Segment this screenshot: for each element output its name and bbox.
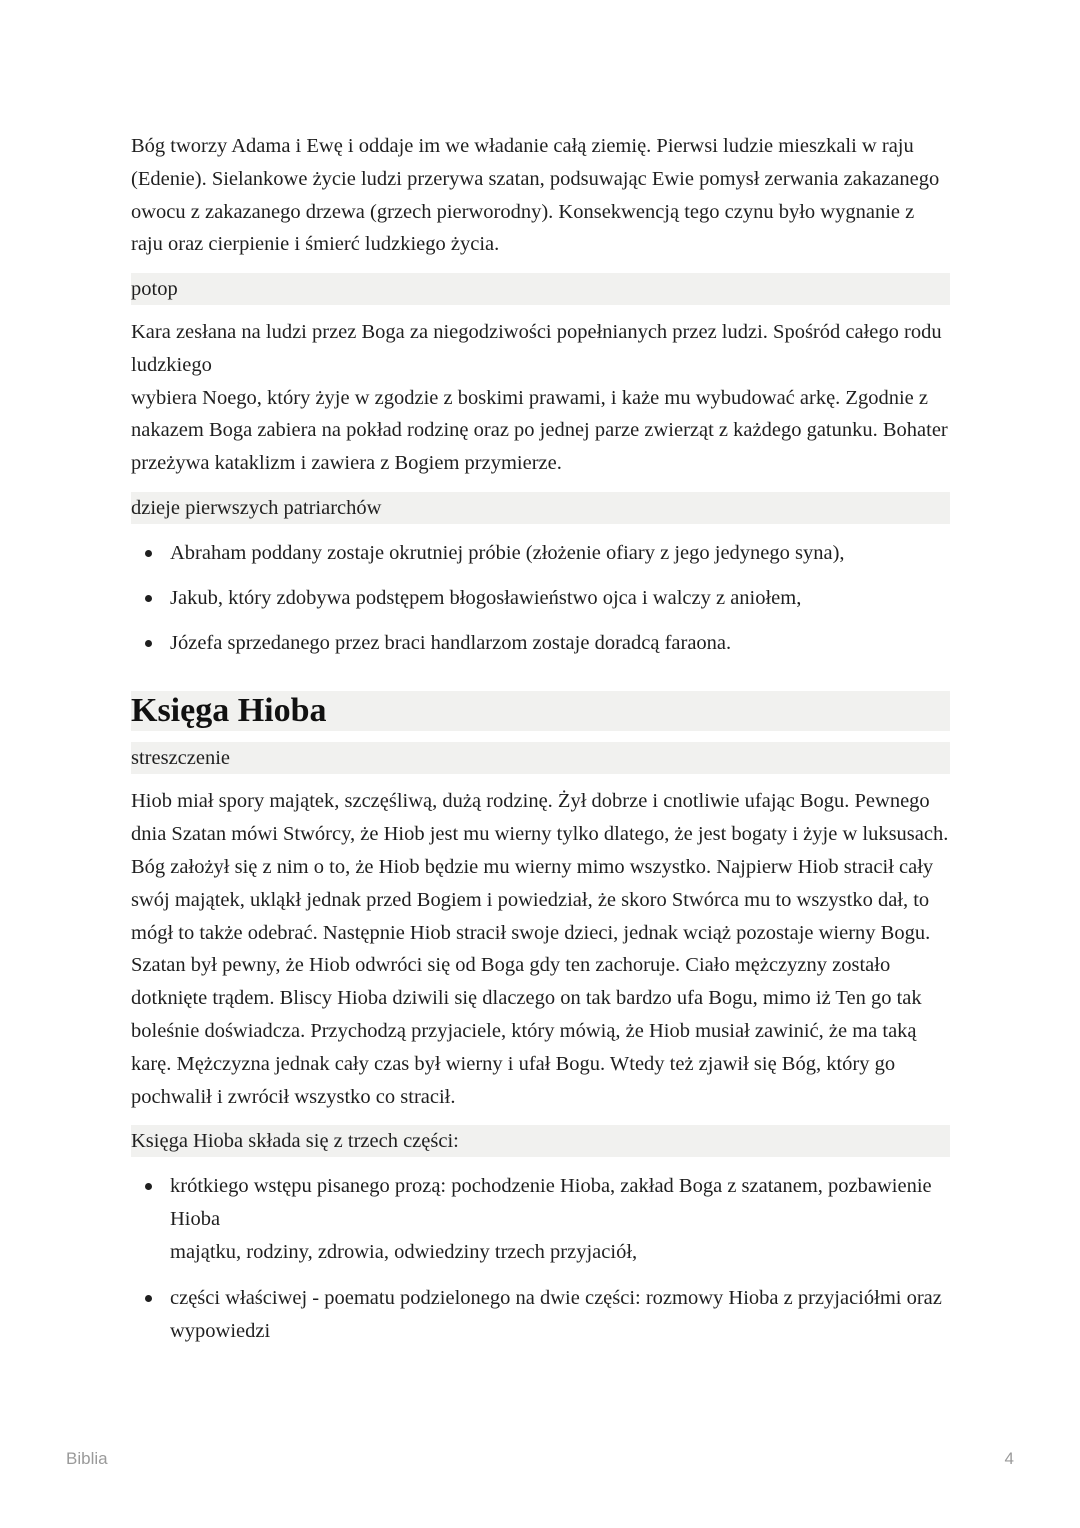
section-heading-hiob: Księga Hioba xyxy=(131,691,950,731)
list-item xyxy=(131,582,950,615)
list-item-text-continued: majątku, rodziny, zdrowia, odwiedziny trzech przyjaciół, xyxy=(170,1240,638,1263)
parts-list xyxy=(131,1170,950,1347)
list-item-text: krótkiego wstępu pisanego prozą: pochodzenie Hioba, zakład Boga z szatanem, pozbawienie Hioba xyxy=(170,1175,932,1231)
paragraph-creation: Bóg tworzy Adama i Ewę i oddaje im we władanie całą ziemię. Pierwsi ludzie mieszkali w raju (Edenie). Sielankowe życie ludzi przerywa szatan, podsuwając Ewie pomysł zerwania zakazanego owocu z zakazanego drzewa (grzech pierworodny). Konsekwencją tego czynu było wygnanie z raju oraz cierpienie i śmierć ludzkiego życia. xyxy=(131,135,940,256)
paragraph-hiob-summary: Hiob miał spory majątek, szczęśliwą, dużą rodzinę. Żył dobrze i cnotliwie ufając Bogu. Pewnego dnia Szatan mówi Stwórcy, że Hiob jest mu wierny tylko dlatego, że jest bogaty i żyje w luksusach. Bóg założył się z nim o to, że Hiob będzie mu wierny mimo wszystko. Najpierw Hiob stracił cały swój majątek, ukląkł jednak przed Bogiem i powiedział, że skoro Stwórca mu to wszystko dał, to mógł to także odebrać. Następnie Hiob stracił swoje dzieci, jednak wciąż pozostaje wierny Bogu. Szatan był pewny, że Hiob odwróci się od Boga gdy ten zachoruje. Ciało mężczyzny zostało dotknięte trądem. Bliscy Hioba dziwili się dlaczego on tak bardzo ufa Bogu, mimo iż Ten go tak boleśnie doświadcza. Przychodzą przyjaciele, który mówią, że Hiob musiał zawinić, że ma taką karę. Mężczyzna jednak cały czas był wierny i ufał Bogu. Wtedy też zjawił się Bóg, który go pochwalił i zwrócił wszystko co stracił. xyxy=(131,790,949,1108)
bullet-icon xyxy=(145,1183,152,1190)
bullet-icon xyxy=(145,550,152,557)
list-item-text: Abraham poddany zostaje okrutniej próbie (złożenie ofiary z jego jedynego syna), xyxy=(170,541,845,564)
bullet-icon xyxy=(145,595,152,602)
paragraph-potop xyxy=(131,316,950,480)
list-item-text: Józefa sprzedanego przez braci handlarzom zostaje doradcą faraona. xyxy=(170,631,732,654)
footer-page-number: 4 xyxy=(1004,1449,1014,1468)
label-patriarchs: dzieje pierwszych patriarchów xyxy=(131,492,950,524)
paragraph-potop-line2: wybiera Noego, który żyje w zgodzie z boskimi prawami, i każe mu wybudować arkę. Zgodnie z nakazem Boga zabiera na pokład rodzinę oraz po jednej parze zwierząt z każdego gatunku. Bohater przeżywa kataklizm i zawiera z Bogiem przymierze. xyxy=(131,386,948,475)
footer-document-title: Biblia xyxy=(66,1449,108,1468)
list-item-text: części właściwej - poematu podzielonego na dwie części: rozmowy Hioba z przyjaciółmi oraz wypowiedzi xyxy=(170,1286,942,1342)
paragraph-potop-line1: Kara zesłana na ludzi przez Boga za niegodziwości popełnianych przez ludzi. Spośród całego rodu ludzkiego xyxy=(131,321,942,376)
label-potop: potop xyxy=(131,273,950,305)
list-item xyxy=(131,1282,950,1348)
bullet-icon xyxy=(145,640,152,647)
page-content xyxy=(131,130,950,1347)
label-summary: streszczenie xyxy=(131,742,950,774)
label-parts: Księga Hioba składa się z trzech części: xyxy=(131,1125,950,1157)
list-item xyxy=(131,627,950,660)
bullet-icon xyxy=(145,1295,152,1302)
list-item xyxy=(131,537,950,570)
list-item-text: Jakub, który zdobywa podstępem błogosławieństwo ojca i walczy z aniołem, xyxy=(170,586,802,609)
patriarchs-list xyxy=(131,537,950,659)
list-item xyxy=(131,1170,950,1268)
